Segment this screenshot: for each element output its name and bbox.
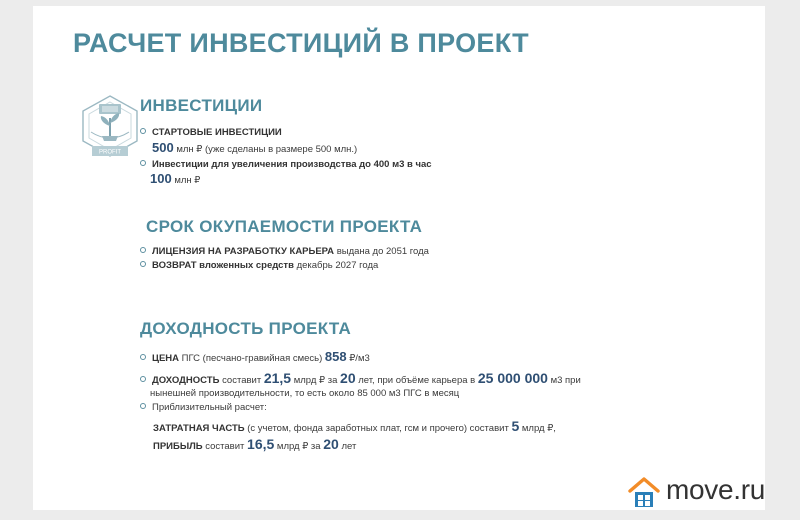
profit-line: ПРИБЫЛЬ составит 16,5 млрд ₽ за 20 лет	[153, 436, 357, 452]
list-item-value: 100 млн ₽	[150, 171, 201, 186]
slide	[33, 6, 765, 510]
bullet-icon	[140, 261, 146, 267]
house-icon	[626, 474, 662, 510]
list-item: СТАРТОВЫЕ ИНВЕСТИЦИИ	[140, 127, 282, 139]
list-item: Инвестиции для увеличения производства до 400 м3 в час	[140, 159, 432, 171]
bullet-icon	[140, 128, 146, 134]
list-item-continuation: нынешней производительности, то есть около 85 000 м3 ПГС в месяц	[150, 388, 460, 399]
payback-heading: СРОК ОКУПАЕМОСТИ ПРОЕКТА	[146, 217, 423, 236]
bullet-icon	[140, 403, 146, 409]
page-title: РАСЧЕТ ИНВЕСТИЦИЙ В ПРОЕКТ	[73, 28, 529, 58]
list-item: ДОХОДНОСТЬ составит 21,5 млрд ₽ за 20 лет, при объёме карьера в 25 000 000 м3 при	[140, 372, 581, 387]
bullet-icon	[140, 160, 146, 166]
watermark-text: move.ru	[666, 474, 766, 505]
profit-logo	[73, 92, 147, 162]
money-tree-icon	[73, 92, 147, 162]
list-item: Приблизительный расчет:	[140, 402, 267, 414]
investments-heading: ИНВЕСТИЦИИ	[140, 96, 263, 115]
logo-label: PROFIT	[99, 149, 121, 156]
move-ru-watermark	[626, 472, 786, 512]
bullet-icon	[140, 354, 146, 360]
cost-line: ЗАТРАТНАЯ ЧАСТЬ (с учетом, фонда заработных плат, гсм и прочего) составит 5 млрд ₽,	[153, 418, 556, 434]
profitability-heading: ДОХОДНОСТЬ ПРОЕКТА	[140, 319, 352, 338]
list-item: ВОЗВРАТ вложенных средств декабрь 2027 года	[140, 260, 378, 272]
list-item: ЦЕНА ПГС (песчано-гравийная смесь) 858 ₽/м3	[140, 351, 370, 365]
bullet-icon	[140, 376, 146, 382]
list-item-value: 500 млн ₽ (уже сделаны в размере 500 млн.)	[152, 140, 358, 155]
list-item: ЛИЦЕНЗИЯ НА РАЗРАБОТКУ КАРЬЕРА выдана до 2051 года	[140, 246, 429, 258]
bullet-icon	[140, 247, 146, 253]
